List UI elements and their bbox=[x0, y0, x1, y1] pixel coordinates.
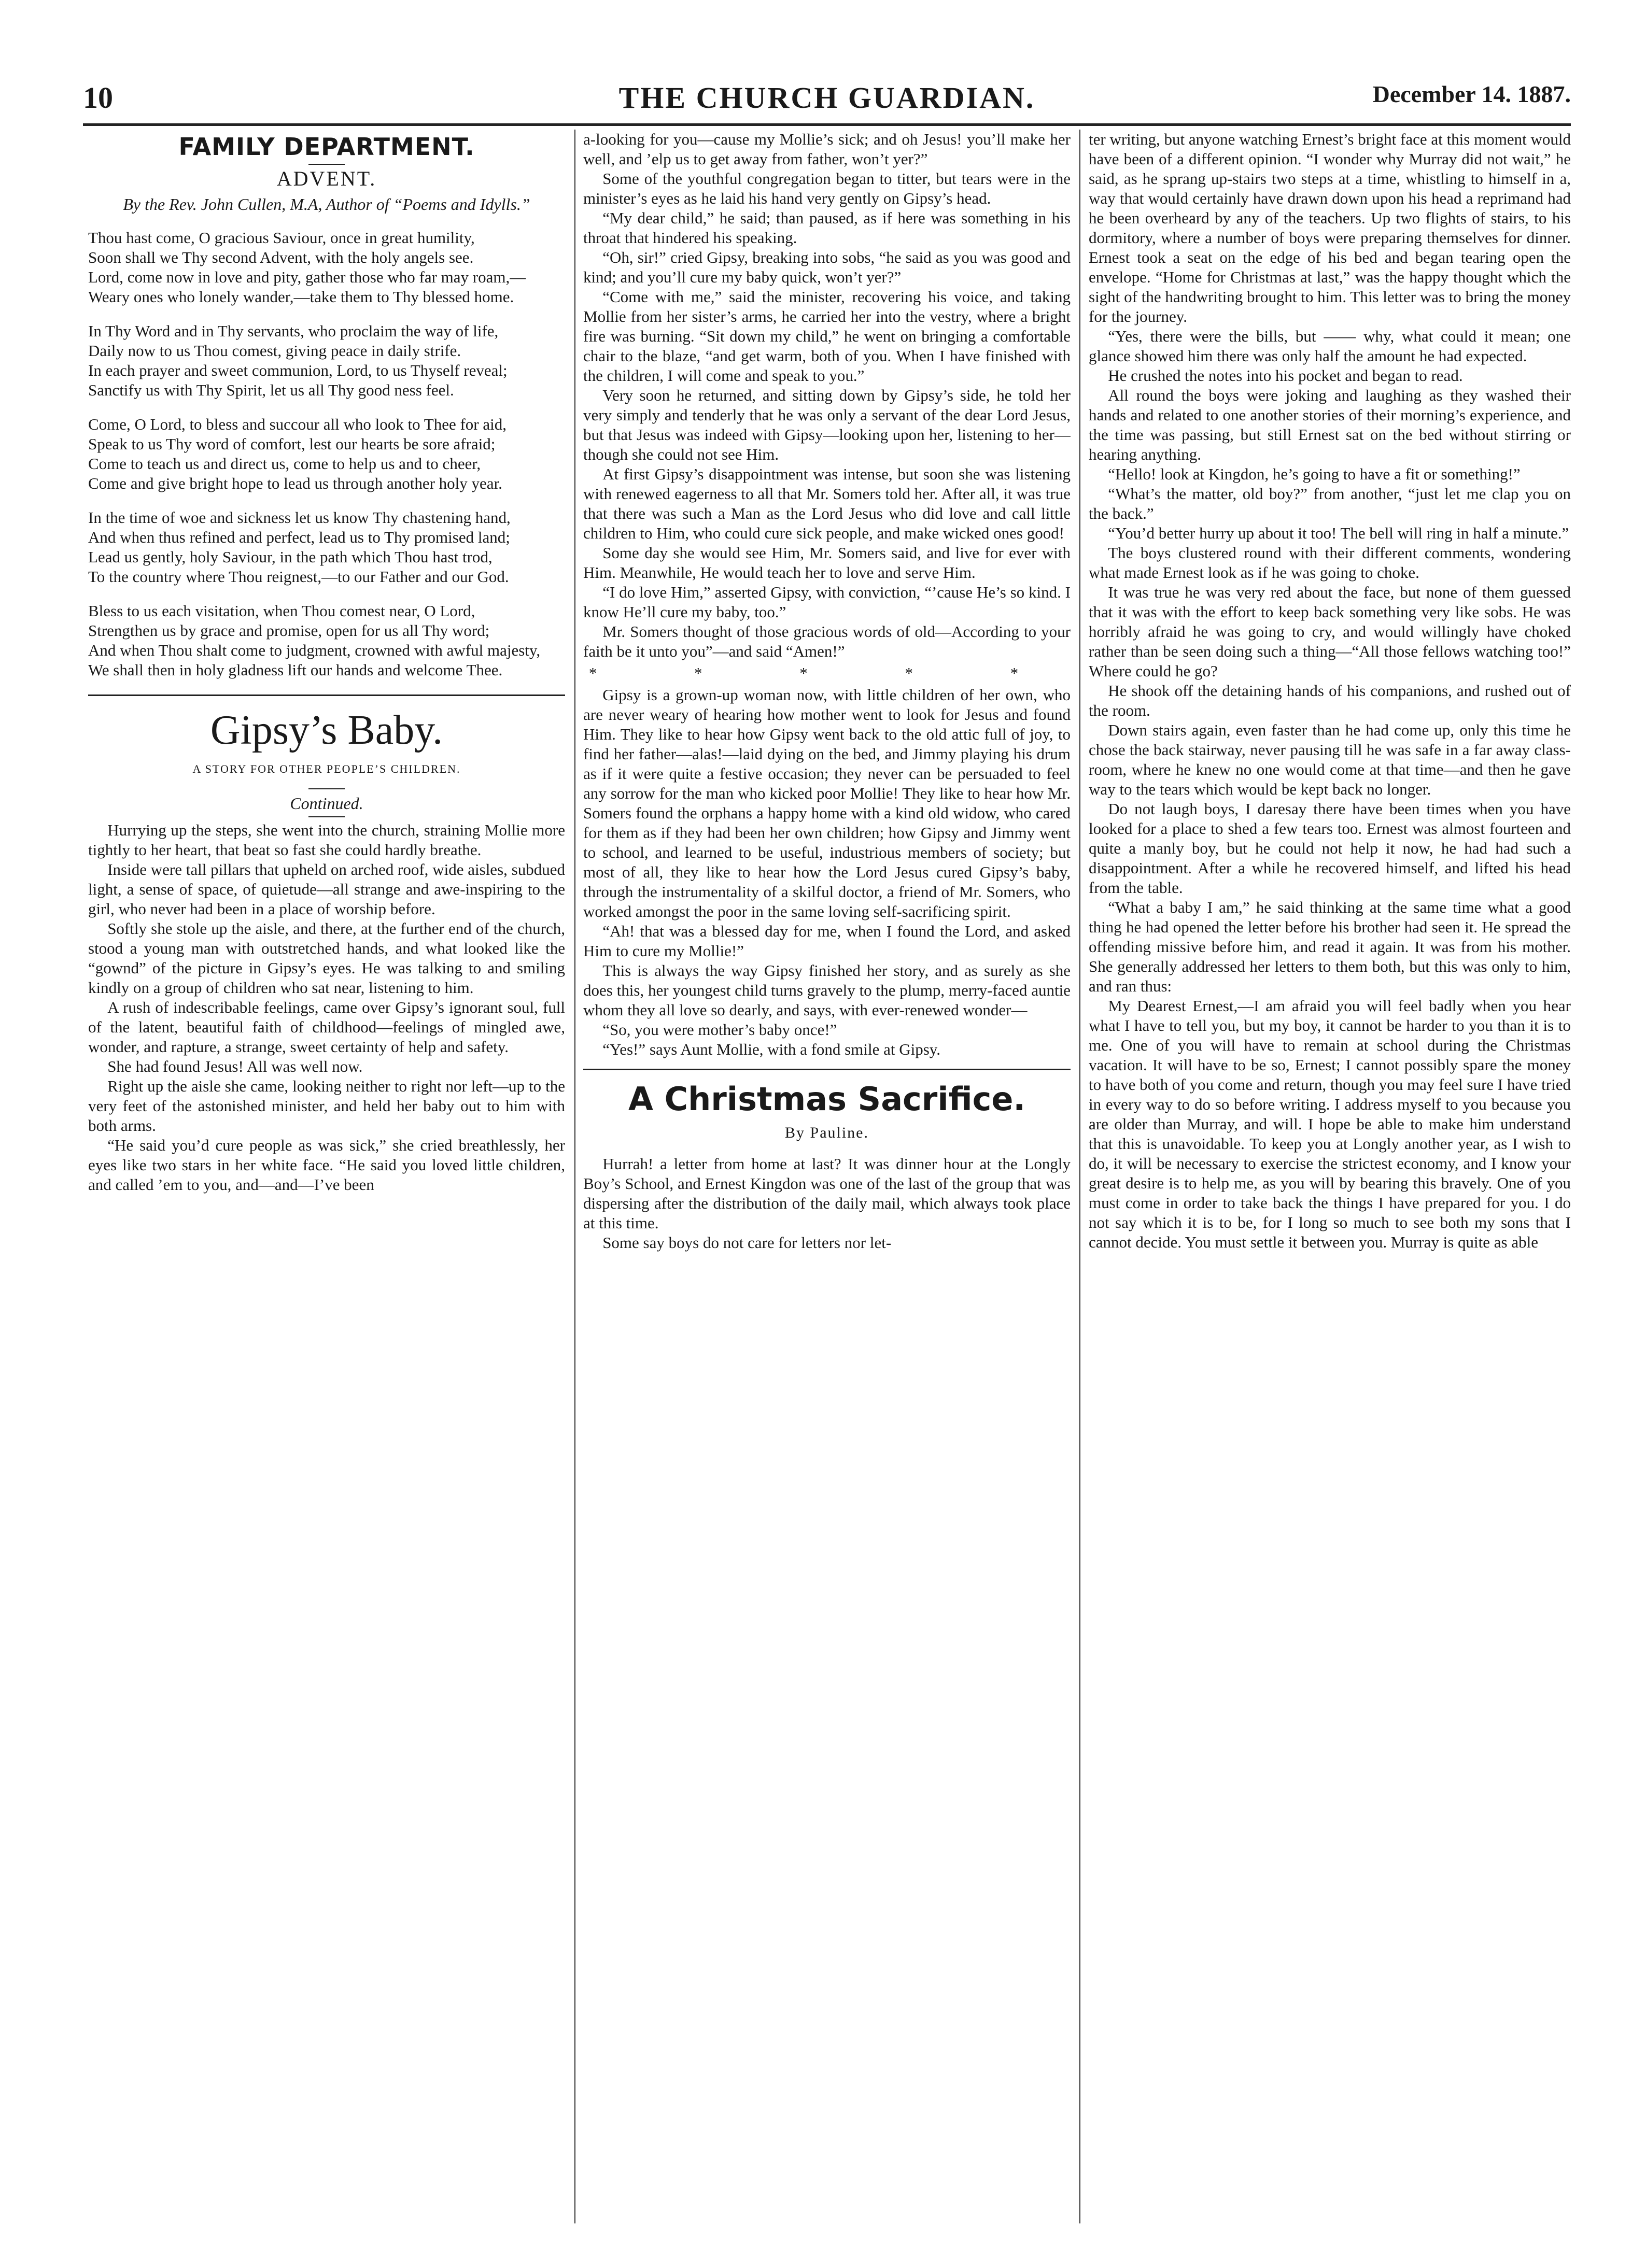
paragraph: “Hello! look at Kingdon, he’s going to have a fit or something!” bbox=[1108, 465, 1521, 483]
paragraph: Gipsy is a grown-up woman now, with little children of her own, who are never weary of hearing how mother went to look for Jesus and found Him. They like to hear how Gipsy went back to the old attic full of joy, to find her father—alas!—laid dying on the bed, and Jimmy playing his drum as if it were quite a festive occasion; they never can be persuaded to feel any sorrow for the man who kicked poor Mollie! They like to hear how Mr. Somers found the orphans a happy home with a kind old widow, who cared for them as if they had been her own children; how Gipsy and Jimmy went to school, and learned to be useful, industrious members of society; but most of all, they like to hear how the Lord Jesus cured Gipsy’s baby, through the instrumentality of a skilful doctor, a friend of Mr. Somers, who worked amongst the poor in the same loving self-sacrificing spirit. bbox=[583, 686, 1071, 920]
poem-line: Come to teach us and direct us, come to help us and to cheer, bbox=[88, 455, 481, 473]
section-heading: FAMILY DEPARTMENT. bbox=[178, 133, 475, 161]
story-subtitle: A STORY FOR OTHER PEOPLE’S CHILDREN. bbox=[192, 762, 461, 775]
poem-line: Lord, come now in love and pity, gather those who far may roam,— bbox=[88, 268, 526, 286]
column-3 bbox=[1089, 130, 1571, 2223]
divider bbox=[583, 1069, 1071, 1070]
paragraph: “My dear child,” he said; than paused, as if here was something in his throat that hindered his speaking. bbox=[583, 209, 1071, 247]
paragraph: Hurrying up the steps, she went into the church, straining Mollie more tightly to her heart, that beat so fast she could hardly breathe. bbox=[88, 821, 565, 859]
poem-line: In each prayer and sweet communion, Lord, to us Thyself reveal; bbox=[88, 361, 508, 379]
column-1 bbox=[88, 130, 565, 2223]
story-text bbox=[583, 685, 1071, 1059]
poem-line: Strengthen us by grace and promise, open for us all Thy word; bbox=[88, 621, 490, 640]
paragraph: “Come with me,” said the minister, recovering his voice, and taking Mollie from her sister’s arms, he carried her into the vestry, where a bright fire was burning. “Sit down my child,” he went on bringing a comfortable chair to the blaze, “and get warm, both of you. When I have finished with the children, I will come and speak to you.” bbox=[583, 288, 1071, 385]
paragraph: “I do love Him,” asserted Gipsy, with conviction, “’cause He’s so kind. I know He’ll cure my baby, too.” bbox=[583, 583, 1071, 621]
poem-line: Sanctify us with Thy Spirit, let us all Thy good ness feel. bbox=[88, 381, 454, 399]
paragraph: “You’d better hurry up about it too! The bell will ring in half a minute.” bbox=[1108, 524, 1569, 542]
paragraph: Hurrah! a letter from home at last? It was dinner hour at the Longly Boy’s School, and Ernest Kingdon was one of the last of the group that was dispersing after the distribution of the daily mail, which always took place at this time. bbox=[583, 1155, 1071, 1232]
paragraph: “Yes!” says Aunt Mollie, with a fond smile at Gipsy. bbox=[602, 1040, 941, 1058]
poem-body bbox=[88, 228, 565, 680]
poem-stanza bbox=[88, 321, 565, 400]
poem-line: Bless to us each visitation, when Thou comest near, O Lord, bbox=[88, 602, 475, 620]
paragraph: Inside were tall pillars that upheld on arched roof, wide aisles, subdued light, a sense of space, of quietude—all strange and awe-inspiring to the girl, who never had been in a place of worship before. bbox=[88, 860, 565, 918]
masthead bbox=[83, 80, 1571, 117]
paragraph: “What’s the matter, old boy?” from another, “just let me clap you on the back.” bbox=[1089, 485, 1571, 522]
poem-line: Thou hast come, O gracious Saviour, once in great humility, bbox=[88, 229, 475, 247]
poem-line: And when thus refined and perfect, lead us to Thy promised land; bbox=[88, 528, 510, 546]
poem-line: We shall then in holy gladness lift our hands and welcome Thee. bbox=[88, 661, 503, 679]
story-title: Gipsy’s Baby. bbox=[210, 707, 443, 753]
paragraph: Down stairs again, even faster than he had come up, only this time he chose the back stairway, never pausing till he was safe in a far away class-room, where he knew no one would come at that time—and then he gave way to the tears which would be kept back no longer. bbox=[1089, 721, 1571, 798]
story-text bbox=[583, 1154, 1071, 1253]
poem-line: Daily now to us Thou comest, giving peace in daily strife. bbox=[88, 342, 461, 360]
paragraph: Some day she would see Him, Mr. Somers said, and live for ever with Him. Meanwhile, He would teach her to love and serve Him. bbox=[583, 544, 1071, 582]
divider bbox=[308, 788, 345, 789]
divider bbox=[308, 816, 345, 817]
story-title: A Christmas Sacrifice. bbox=[628, 1080, 1025, 1118]
poem-line: Soon shall we Thy second Advent, with the holy angels see. bbox=[88, 248, 474, 266]
issue-date: December 14. 1887. bbox=[1372, 81, 1571, 107]
paragraph: The boys clustered round with their different comments, wondering what made Ernest look as if he was going to choke. bbox=[1089, 544, 1571, 582]
paragraph: My Dearest Ernest,—I am afraid you will feel badly when you hear what I have to tell you, but my boy, it cannot be harder to you than it is to me. One of you will have to remain at school during the Christmas vacation. It will have to be so, Ernest; I cannot possibly spare the money to have both of you come and return, though you may feel sure I have tried in every way to do so before writing. I address myself to you because you are older than Murray, and will. I hope be able to make him understand that this is unavoidable. To keep you at Longly another year, as I wish to do, it will be necessary to exercise the strictest economy, and I know your great desire is to help me, as you will by bearing this bravely. One of you must come in order to take back the things I have prepared for you. I do not say which it is to be, for I long so much to see both my sons that I cannot decide. You must settle it between you. Murray is quite as able bbox=[1089, 997, 1571, 1251]
continued-label: Continued. bbox=[290, 794, 363, 813]
paragraph: “What a baby I am,” he said thinking at the same time what a good thing he had opened the letter before his brother had seen it. He spread the offending missive before him, and read it again. It was from his mother. She generally addressed her letters to them both, but this was only to him, and ran thus: bbox=[1089, 898, 1571, 995]
paragraph: Mr. Somers thought of those gracious words of old—According to your faith be it unto you”—and said “Amen!” bbox=[583, 622, 1071, 660]
divider bbox=[308, 164, 345, 165]
paragraph: Some of the youthful congregation began to titter, but tears were in the minister’s eyes as he laid his hand very gently on Gipsy’s head. bbox=[583, 169, 1071, 207]
paragraph: It was true he was very red about the face, but none of them guessed that it was with the effort to keep back something very like sobs. He was horribly afraid he was going to cry, and would willingly have choked rather than be seen doing such a thing—“All those fellows watching too!” Where could he go? bbox=[1089, 583, 1571, 680]
paragraph: Right up the aisle she came, looking neither to right nor left—up to the very feet of the astonished minister, and held her baby out to him with both arms. bbox=[88, 1077, 565, 1135]
paragraph: a-looking for you—cause my Mollie’s sick; and oh Jesus! you’ll make her well, and ’elp us to get away from father, won’t yer?” bbox=[583, 130, 1071, 168]
paragraph: All round the boys were joking and laughing as they washed their hands and related to one another stories of their morning’s experience, and the time was passing, but still Ernest sat on the bed without stirring or hearing anything. bbox=[1089, 386, 1571, 463]
poem-line: Come and give bright hope to lead us through another holy year. bbox=[88, 474, 502, 492]
poem-title: ADVENT. bbox=[276, 167, 377, 190]
paragraph: “So, you were mother’s baby once!” bbox=[602, 1020, 837, 1039]
story-author: By Pauline. bbox=[785, 1124, 869, 1141]
paragraph: She had found Jesus! All was well now. bbox=[107, 1057, 363, 1075]
paragraph: “Oh, sir!” cried Gipsy, breaking into sobs, “he said as you was good and kind; and you’ll cure my baby quick, won’t yer?” bbox=[583, 248, 1071, 286]
paragraph: At first Gipsy’s disappointment was intense, but soon she was listening with renewed eagerness to all that Mr. Somers told her. After all, it was true that there was such a Man as the Lord Jesus who did love and call little children to Him, who could cure sick people, and make wicked ones good! bbox=[583, 465, 1071, 542]
section-break: * * * * * bbox=[588, 664, 1065, 682]
poem-line: In the time of woe and sickness let us know Thy chastening hand, bbox=[88, 508, 511, 527]
paragraph: “Ah! that was a blessed day for me, when I found the Lord, and asked Him to cure my Mollie!” bbox=[583, 922, 1071, 960]
paragraph: “Yes, there were the bills, but —— why, what could it mean; one glance showed him there was only half the amount he had expected. bbox=[1089, 327, 1571, 365]
poem-byline: By the Rev. John Cullen, M.A, Author of “Poems and Idylls.” bbox=[123, 195, 530, 214]
paragraph: “He said you’d cure people as was sick,” she cried breathlessly, her eyes like two stars in her white face. “He said you loved little children, and called ’em to you, and—and—I’ve been bbox=[88, 1136, 565, 1194]
divider bbox=[88, 694, 565, 696]
paragraph: Do not laugh boys, I daresay there have been times when you have looked for a place to shed a few tears too. Ernest was almost fourteen and quite a manly boy, but he could not help it now, he had had such a disappointment. After a while he recovered himself, and lifted his head from the table. bbox=[1089, 800, 1571, 897]
poem-line: Weary ones who lonely wander,—take them to Thy blessed home. bbox=[88, 288, 514, 306]
masthead-rule bbox=[83, 123, 1571, 126]
paragraph: He crushed the notes into his pocket and began to read. bbox=[1108, 366, 1463, 385]
paragraph: ter writing, but anyone watching Ernest’s bright face at this moment would have been of a different opinion. “I wonder why Murray did not wait,” he said, as he sprang up-stairs two steps at a time, whistling to himself in a, way that would certainly have drawn down upon his head a reprimand had he been overheard by any of the teachers. Up two flights of stairs, to his dormitory, where a number of boys were preparing themselves for dinner. Ernest took a seat on the edge of his bed and began tearing open the envelope. “Home for Christmas at last,” was the happy thought which the sight of the handwriting brought to him. This letter was to bring the money for the journey. bbox=[1089, 130, 1571, 325]
column-divider bbox=[1079, 130, 1080, 2223]
poem-line: And when Thou shalt come to judgment, crowned with awful majesty, bbox=[88, 641, 541, 659]
paragraph: A rush of indescribable feelings, came over Gipsy’s ignorant soul, full of the latent, beautiful faith of childhood—feelings of mingled awe, wonder, and rapture, a strange, sweet certainty of help and safety. bbox=[88, 998, 565, 1056]
paragraph: Some say boys do not care for letters nor let- bbox=[602, 1234, 892, 1252]
story-text bbox=[583, 130, 1071, 661]
poem-line: Speak to us Thy word of comfort, lest our hearts be sore afraid; bbox=[88, 435, 496, 453]
paragraph: Very soon he returned, and sitting down by Gipsy’s side, he told her very simply and tenderly that he was only a servant of the dear Lord Jesus, but that Jesus was indeed with Gipsy—looking upon her, listening to her—though she could not see Him. bbox=[583, 386, 1071, 463]
poem-line: To the country where Thou reignest,—to our Father and our God. bbox=[88, 568, 509, 586]
column-2 bbox=[583, 130, 1071, 2223]
newspaper-title: THE CHURCH GUARDIAN. bbox=[618, 81, 1035, 115]
story-text bbox=[1089, 130, 1571, 1252]
poem-stanza bbox=[88, 415, 565, 493]
poem-stanza bbox=[88, 228, 565, 307]
page-number: 10 bbox=[83, 81, 113, 115]
paragraph: This is always the way Gipsy finished her story, and as surely as she does this, her youngest child turns gravely to the plump, merry-faced auntie whom they all love so dearly, and says, with ever-renewed wonder— bbox=[583, 961, 1071, 1019]
paragraph: He shook off the detaining hands of his companions, and rushed out of the room. bbox=[1089, 682, 1571, 719]
poem-line: Lead us gently, holy Saviour, in the path which Thou hast trod, bbox=[88, 548, 493, 566]
paragraph: Softly she stole up the aisle, and there, at the further end of the church, stood a young man with outstretched hands, and what looked like the “gownd” of the picture in Gipsy’s eyes. He was talking to and smiling kindly on a group of children who sat near, listening to him. bbox=[88, 919, 565, 997]
poem-stanza bbox=[88, 601, 565, 680]
column-divider bbox=[574, 130, 575, 2223]
story-text bbox=[88, 820, 565, 1195]
poem-line: Come, O Lord, to bless and succour all who look to Thee for aid, bbox=[88, 415, 507, 433]
poem-stanza bbox=[88, 508, 565, 587]
poem-line: In Thy Word and in Thy servants, who proclaim the way of life, bbox=[88, 322, 499, 340]
